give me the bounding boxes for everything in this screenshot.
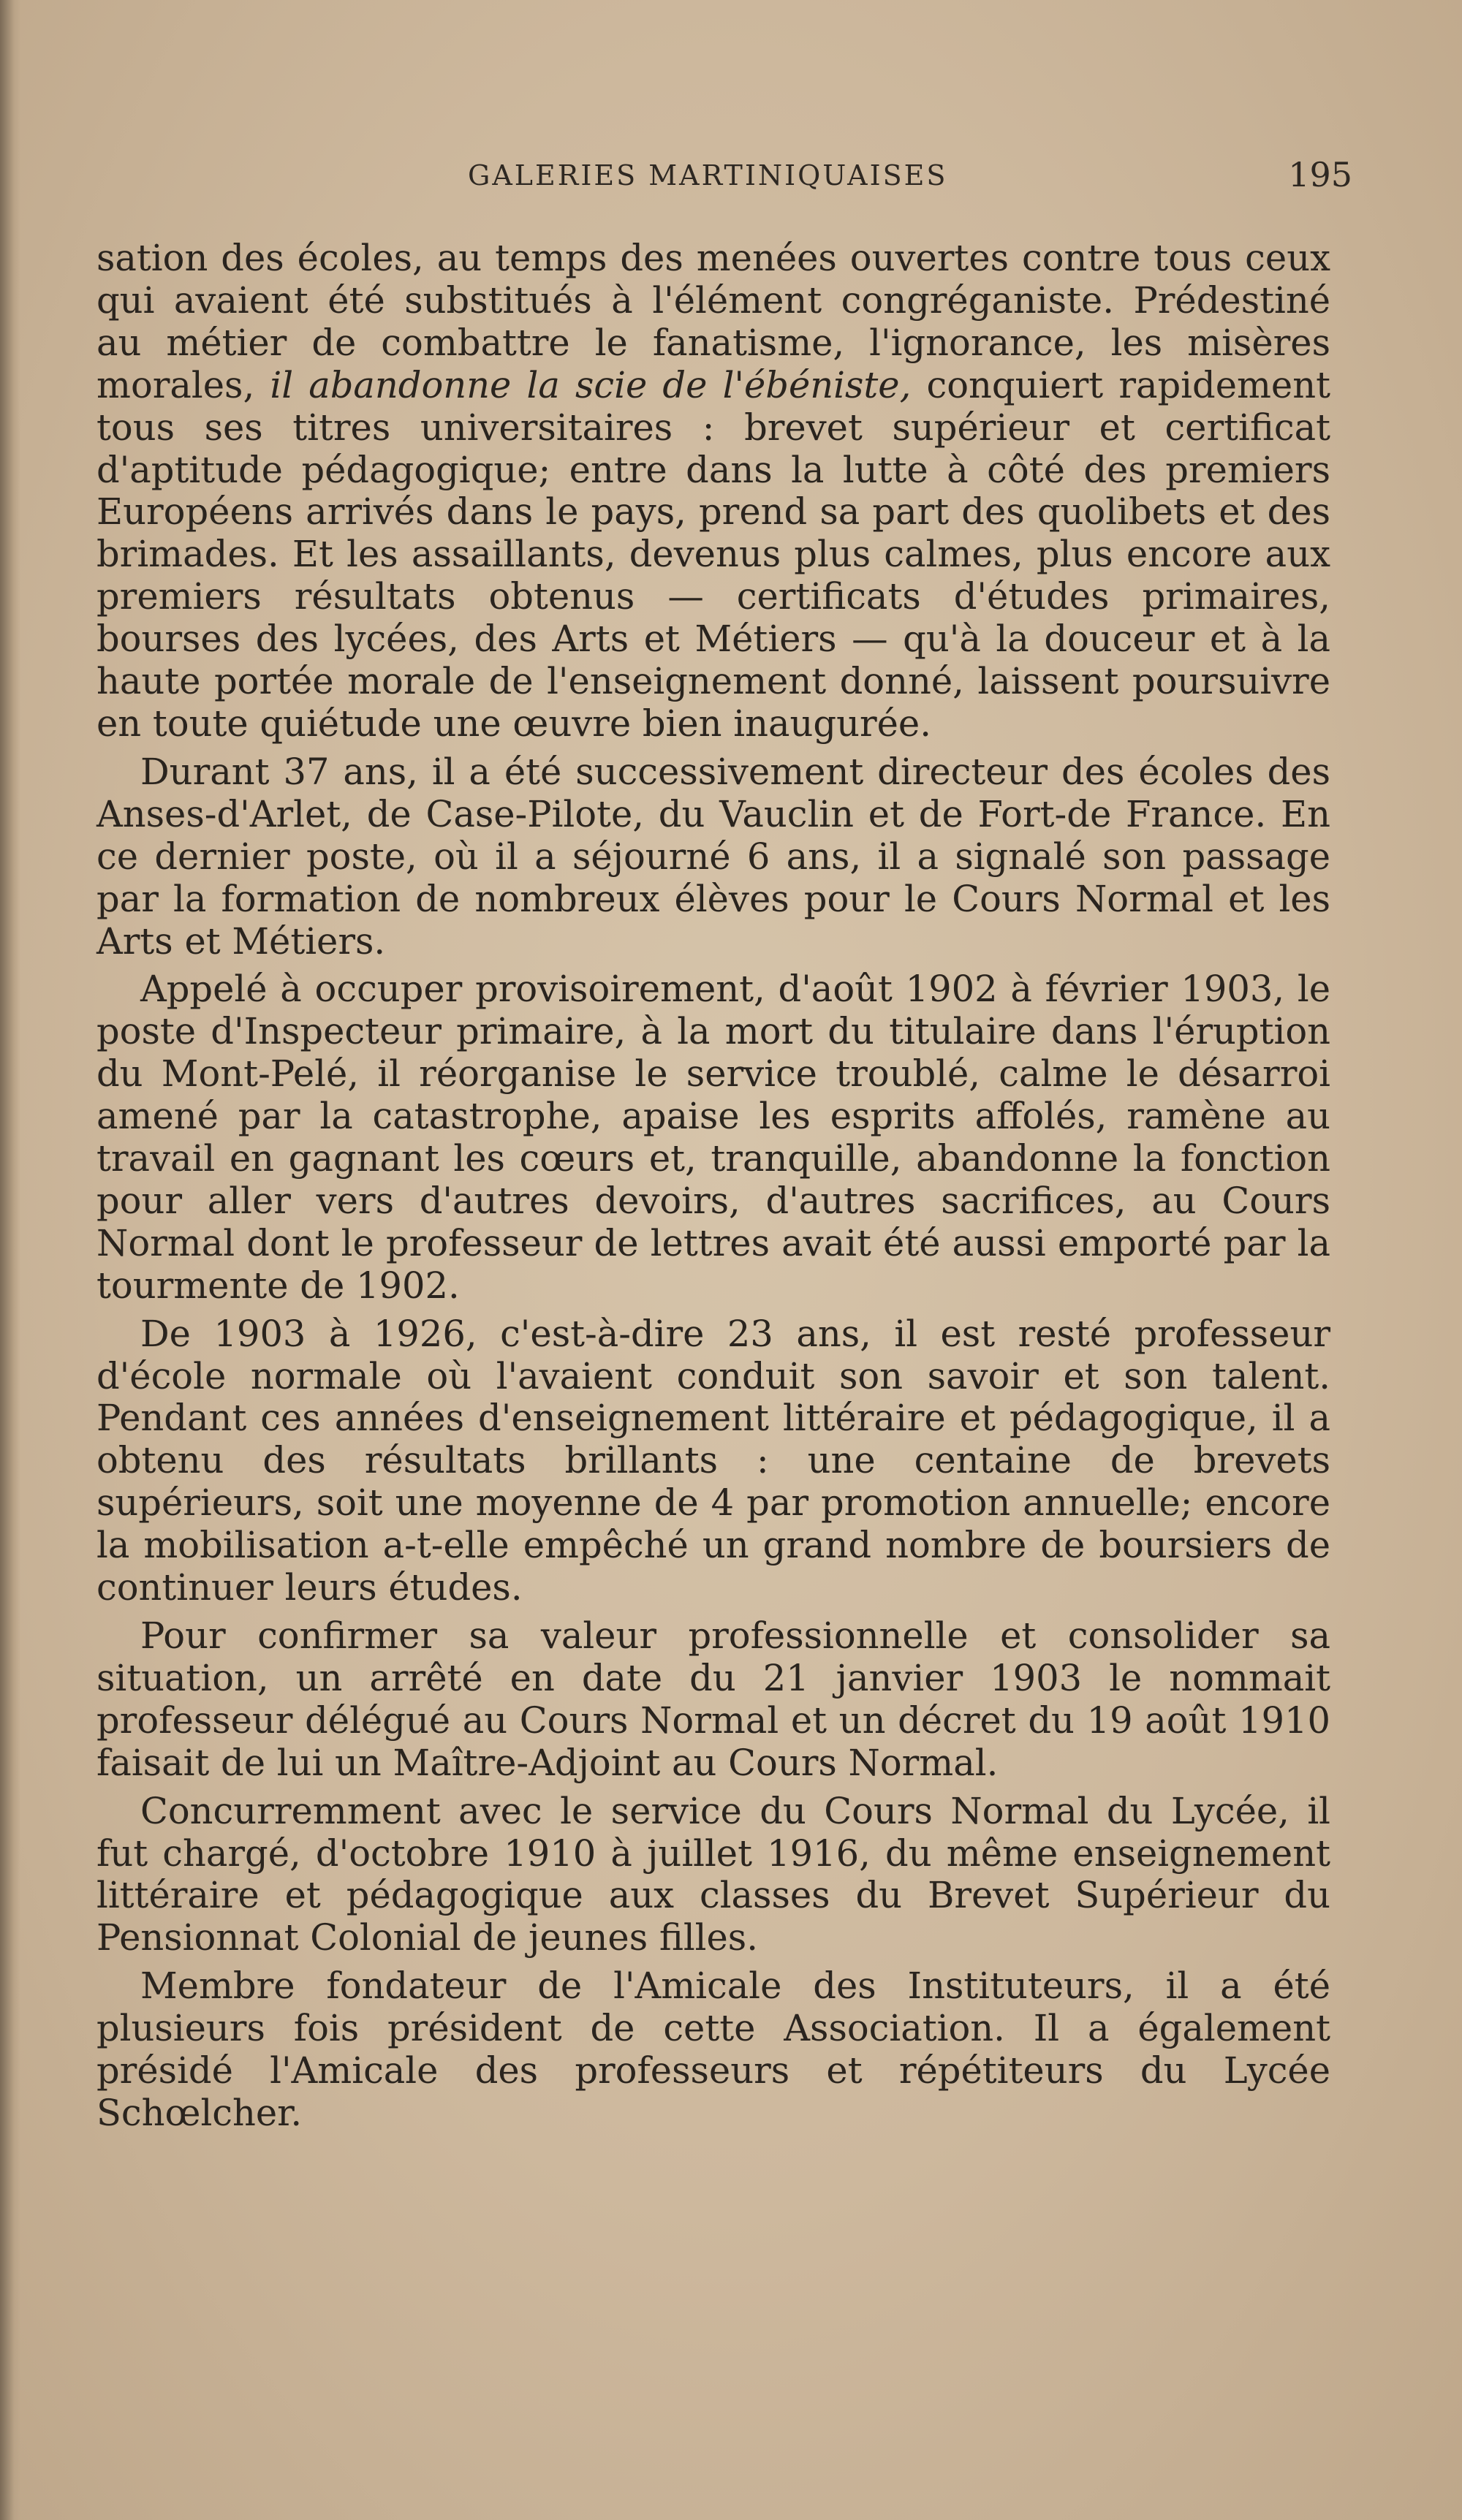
body-text [96,238,1330,2135]
running-title: GALERIES MARTINIQUAISES [468,159,948,191]
paragraph-2: Durant 37 ans, il a été successivement directeur des écoles des Anses-d'Arlet, de Case-Pilote, du Vauclin et de Fort-de France. En ce dernier poste, où il a séjourné 6 ans, il a signalé son passage par la formation de nombreux élèves pour le Cours Normal et les Arts et Métiers. [96,750,1330,963]
paragraph-6: Concurremment avec le service du Cours Normal du Lycée, il fut chargé, d'octobre 1910 à juillet 1916, du même enseignement littéraire et pédagogique aux classes du Brevet Supérieur du Pensionnat Colonial de jeunes filles. [96,1789,1330,1959]
paragraph-7: Membre fondateur de l'Amicale des Instituteurs, il a été plusieurs fois président de cette Association. Il a également présidé l'Amicale des professeurs et répétiteurs du Lycée Schœlcher. [96,1965,1330,2134]
paragraph-1-end: conquiert rapidement tous ses titres universitaires : brevet supérieur et certificat d'aptitude pédagogique; entre dans la lutte à côté des premiers Européens arrivés dans le pays, prend sa part des quolibets et des brimades. Et les assaillants, devenus plus calmes, plus encore aux premiers résultats obtenus — certificats d'études primaires, bourses des lycées, des Arts et Métiers — qu'à la douceur et à la haute portée morale de l'enseignement donné, laissent poursuivre en toute quiétude une œuvre bien inaugurée. [96,363,1330,745]
paragraph-4: De 1903 à 1926, c'est-à-dire 23 ans, il est resté professeur d'école normale où l'avaient conduit son savoir et son talent. Pendant ces années d'enseignement littéraire et pédagogique, il a obtenu des résultats brillants : une centaine de brevets supérieurs, soit une moyenne de 4 par promotion annuelle; encore la mobilisation a-t-elle empêché un grand nombre de boursiers de continuer leurs études. [96,1312,1330,1609]
paragraph-1 [96,238,1330,745]
paragraph-5: Pour confirmer sa valeur professionnelle et consolider sa situation, un arrêté en date du 21 janvier 1903 le nommait professeur délégué au Cours Normal et un décret du 19 août 1910 faisait de lui un Maître-Adjoint au Cours Normal. [96,1614,1330,1784]
page-number: 195 [1288,155,1352,194]
page-edge-shadow [0,0,20,2520]
page-header [468,155,1352,203]
italic-phrase: il abandonne la scie de l'ébéniste, [270,363,912,406]
paragraph-3: Appelé à occuper provisoirement, d'août 1902 à février 1903, le poste d'Inspecteur primaire, à la mort du titulaire dans l'éruption du Mont-Pelé, il réorganise le service troublé, calme le désarroi amené par la catastrophe, apaise les esprits affolés, ramène au travail en gagnant les cœurs et, tranquille, abandonne la fonction pour aller vers d'autres devoirs, d'autres sacrifices, au Cours Normal dont le professeur de lettres avait été aussi emporté par la tourmente de 1902. [96,968,1330,1307]
paragraph-1-start: sation des écoles, au temps des menées ouvertes contre tous ceux qui avaient été substitués à l'élément congréganiste. Prédestiné au métier de combattre le fanatisme, l'ignorance, les misères morales, [96,237,1330,406]
